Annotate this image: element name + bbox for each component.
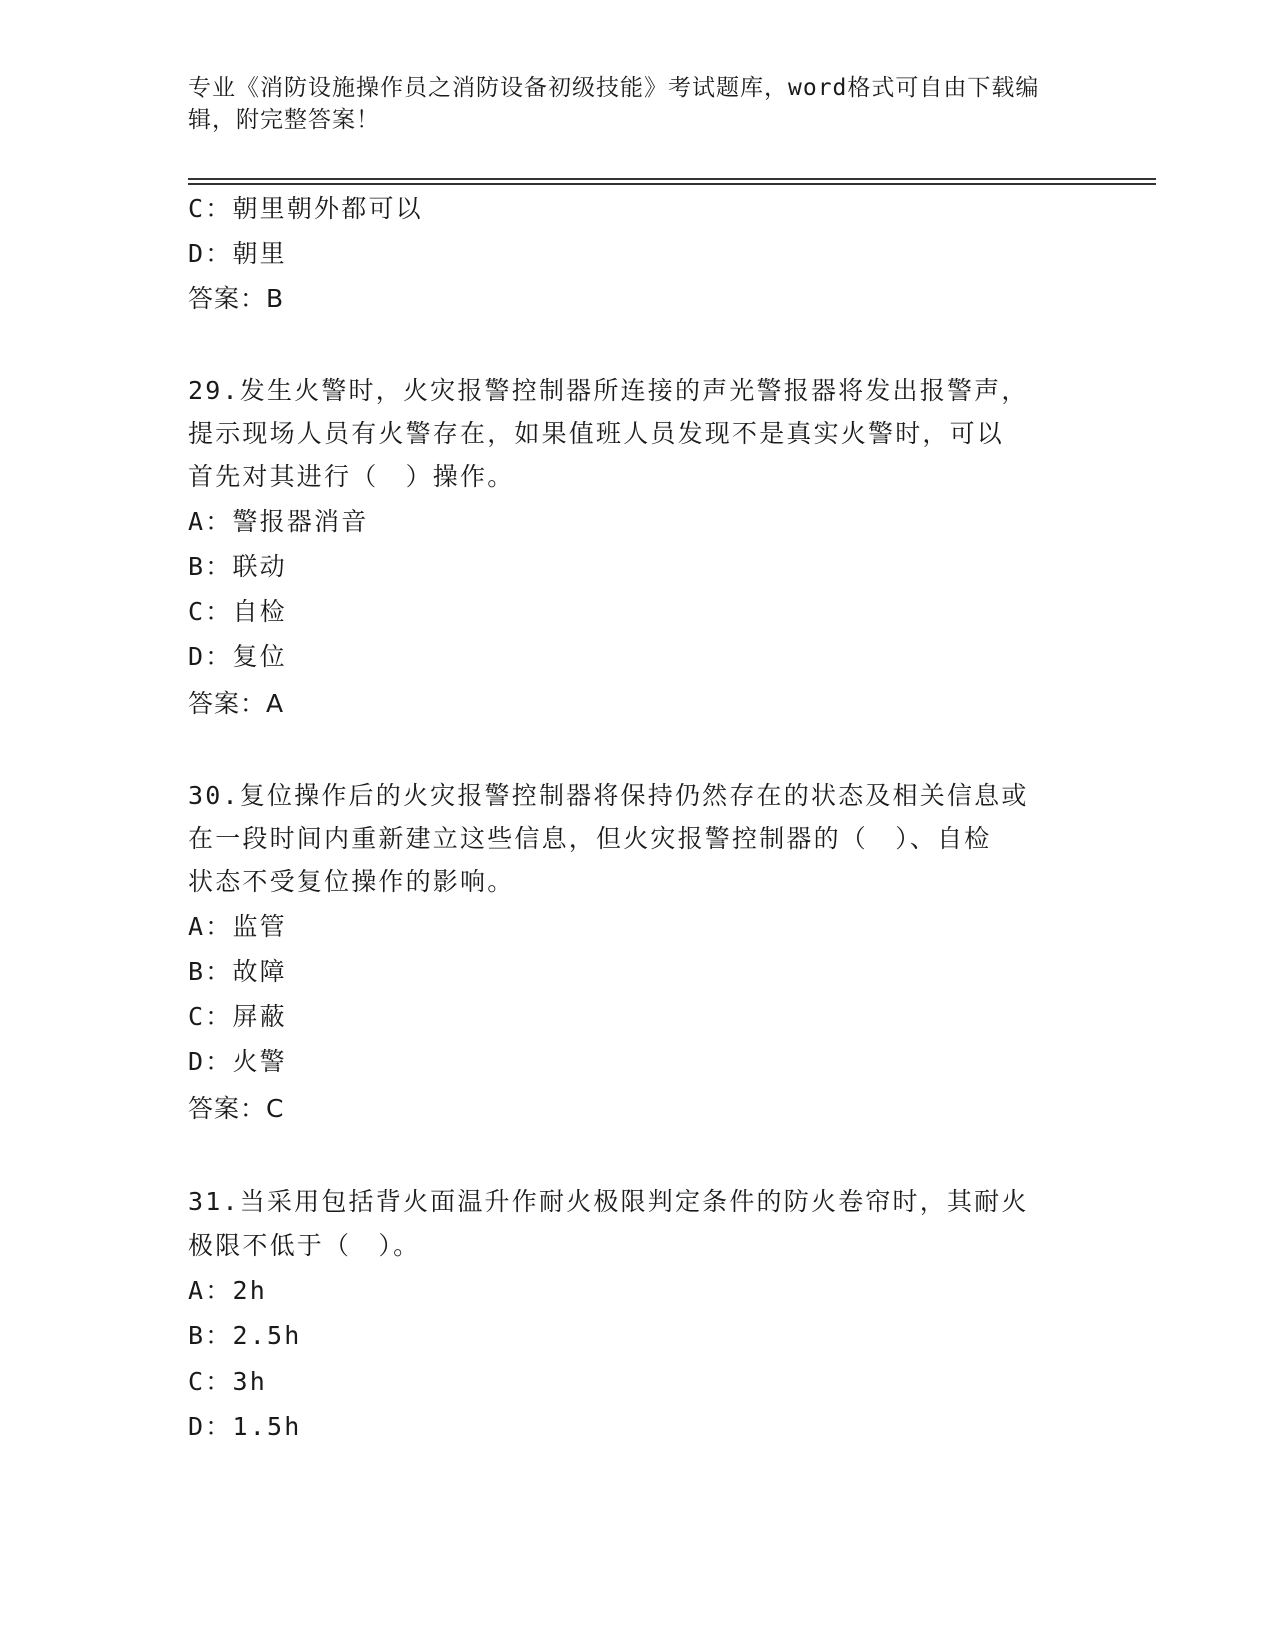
q31-option-d: D：1.5h [188, 1412, 302, 1441]
q31-stem-line-2: 极限不低于（ ）。 [188, 1231, 421, 1260]
header-divider-bottom [188, 183, 1156, 185]
q29-option-c: C：自检 [188, 597, 287, 626]
q30-stem-line-2: 在一段时间内重新建立这些信息，但火灾报警控制器的（ ）、自检 [188, 824, 992, 853]
q30-option-d: D：火警 [188, 1047, 287, 1076]
q31-option-a: A：2h [188, 1276, 267, 1305]
prev-option-c: C：朝里朝外都可以 [188, 194, 423, 223]
q29-stem-line-3: 首先对其进行（ ）操作。 [188, 462, 515, 491]
q29-stem-line-2: 提示现场人员有火警存在，如果值班人员发现不是真实火警时，可以 [188, 419, 1005, 448]
q31-option-b: B：2.5h [188, 1321, 302, 1350]
q30-stem-line-1: 30.复位操作后的火灾报警控制器将保持仍然存在的状态及相关信息或 [188, 781, 1029, 810]
q29-option-d: D：复位 [188, 642, 287, 671]
prev-answer: 答案：B [188, 284, 285, 313]
document-header [188, 72, 1088, 136]
q29-stem-line-1: 29.发生火警时，火灾报警控制器所连接的声光警报器将发出报警声， [188, 376, 1029, 405]
q29-answer: 答案：A [188, 689, 285, 718]
q30-stem-line-3: 状态不受复位操作的影响。 [188, 867, 515, 896]
q29-option-b: B：联动 [188, 552, 287, 581]
q30-option-a: A：监管 [188, 912, 287, 941]
q29-option-a: A：警报器消音 [188, 507, 369, 536]
q30-option-b: B：故障 [188, 957, 287, 986]
q30-option-c: C：屏蔽 [188, 1002, 287, 1031]
prev-option-d: D：朝里 [188, 239, 287, 268]
q31-option-c: C：3h [188, 1367, 267, 1396]
header-line-1: 专业《消防设施操作员之消防设备初级技能》考试题库，word格式可自由下载编 [188, 75, 1040, 101]
q30-answer: 答案：C [188, 1094, 285, 1123]
q31-stem-line-1: 31.当采用包括背火面温升作耐火极限判定条件的防火卷帘时，其耐火 [188, 1187, 1029, 1216]
header-divider-top [188, 178, 1156, 180]
header-line-2: 辑，附完整答案！ [188, 107, 380, 133]
